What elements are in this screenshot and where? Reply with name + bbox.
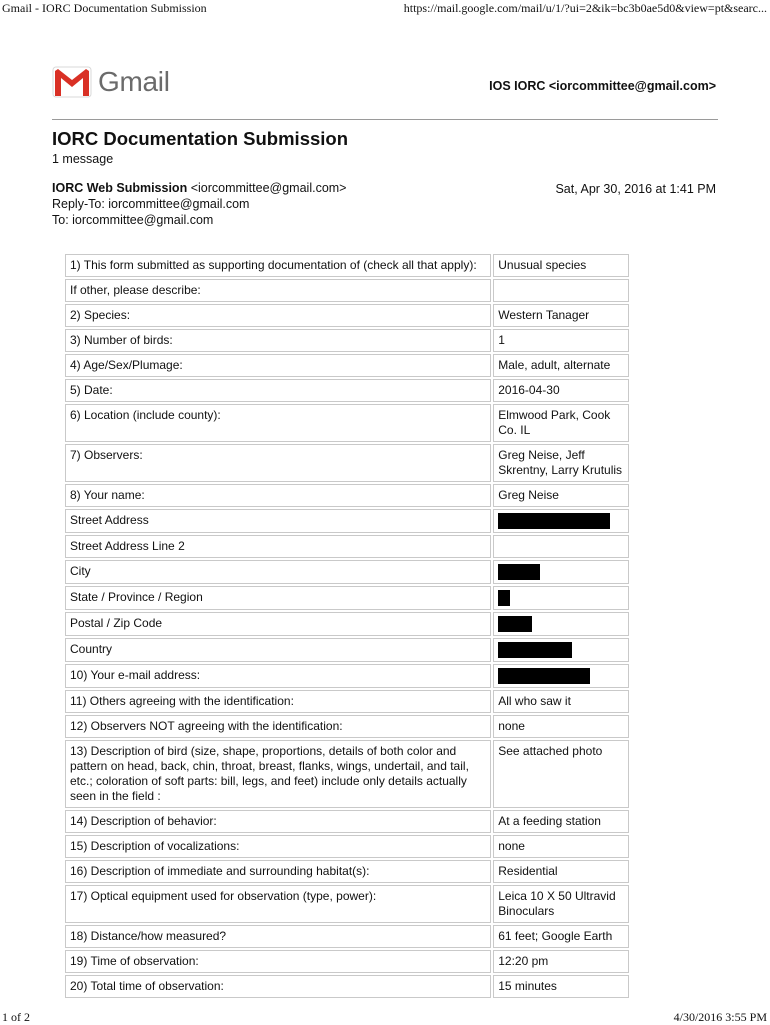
answer-cell: 15 minutes bbox=[493, 975, 629, 998]
answer-cell: All who saw it bbox=[493, 690, 629, 713]
table-row bbox=[65, 638, 629, 662]
redaction-block bbox=[498, 513, 610, 529]
question-cell: 6) Location (include county): bbox=[65, 404, 491, 442]
page-number: 1 of 2 bbox=[2, 1010, 30, 1024]
email-date: Sat, Apr 30, 2016 at 1:41 PM bbox=[555, 182, 716, 196]
redaction-block bbox=[498, 590, 510, 606]
question-cell: 7) Observers: bbox=[65, 444, 491, 482]
table-row bbox=[65, 279, 629, 302]
answer-cell: Leica 10 X 50 Ultravid Binoculars bbox=[493, 885, 629, 923]
gmail-logo bbox=[52, 66, 170, 100]
table-row bbox=[65, 975, 629, 998]
question-cell: Street Address Line 2 bbox=[65, 535, 491, 558]
question-cell: 8) Your name: bbox=[65, 484, 491, 507]
gmail-m-icon bbox=[52, 66, 92, 98]
answer-cell: none bbox=[493, 715, 629, 738]
answer-cell: Residential bbox=[493, 860, 629, 883]
table-row bbox=[65, 560, 629, 584]
question-cell: 10) Your e-mail address: bbox=[65, 664, 491, 688]
table-row bbox=[65, 860, 629, 883]
question-cell: 11) Others agreeing with the identification: bbox=[65, 690, 491, 713]
question-cell: City bbox=[65, 560, 491, 584]
table-row bbox=[65, 950, 629, 973]
answer-cell bbox=[493, 664, 629, 688]
question-cell: 13) Description of bird (size, shape, proportions, details of both color and pattern on head, back, chin, throat, breast, flanks, wings, undertail, and tail, etc.; coloration of soft parts: bill, legs, and feet) include only details actually seen in the field : bbox=[65, 740, 491, 808]
question-cell: State / Province / Region bbox=[65, 586, 491, 610]
table-row bbox=[65, 690, 629, 713]
question-cell: 19) Time of observation: bbox=[65, 950, 491, 973]
table-row bbox=[65, 484, 629, 507]
table-row bbox=[65, 810, 629, 833]
answer-cell: Unusual species bbox=[493, 254, 629, 277]
redaction-block bbox=[498, 642, 572, 658]
answer-cell bbox=[493, 509, 629, 533]
header-divider bbox=[52, 119, 718, 120]
answer-cell: Western Tanager bbox=[493, 304, 629, 327]
table-row bbox=[65, 612, 629, 636]
answer-cell: Elmwood Park, Cook Co. IL bbox=[493, 404, 629, 442]
answer-cell: 1 bbox=[493, 329, 629, 352]
print-header-title: Gmail - IORC Documentation Submission bbox=[2, 1, 207, 15]
table-row bbox=[65, 304, 629, 327]
print-timestamp: 4/30/2016 3:55 PM bbox=[673, 1010, 767, 1024]
question-cell: 2) Species: bbox=[65, 304, 491, 327]
question-cell: 15) Description of vocalizations: bbox=[65, 835, 491, 858]
answer-cell: See attached photo bbox=[493, 740, 629, 808]
message-count: 1 message bbox=[52, 152, 114, 166]
answer-cell: 61 feet; Google Earth bbox=[493, 925, 629, 948]
question-cell: 3) Number of birds: bbox=[65, 329, 491, 352]
table-row bbox=[65, 586, 629, 610]
question-cell: 1) This form submitted as supporting documentation of (check all that apply): bbox=[65, 254, 491, 277]
answer-cell bbox=[493, 638, 629, 662]
table-row bbox=[65, 509, 629, 533]
answer-cell: none bbox=[493, 835, 629, 858]
question-cell: 5) Date: bbox=[65, 379, 491, 402]
submission-table bbox=[63, 252, 631, 1000]
gmail-wordmark: Gmail bbox=[98, 66, 170, 97]
answer-cell: Greg Neise bbox=[493, 484, 629, 507]
table-row bbox=[65, 254, 629, 277]
print-header bbox=[0, 0, 770, 18]
account-label: IOS IORC <iorcommittee@gmail.com> bbox=[489, 79, 716, 93]
table-row bbox=[65, 354, 629, 377]
answer-cell bbox=[493, 560, 629, 584]
answer-cell: Greg Neise, Jeff Skrentny, Larry Krutulis bbox=[493, 444, 629, 482]
table-row bbox=[65, 835, 629, 858]
table-row bbox=[65, 379, 629, 402]
answer-cell: At a feeding station bbox=[493, 810, 629, 833]
answer-cell bbox=[493, 586, 629, 610]
print-header-url: https://mail.google.com/mail/u/1/?ui=2&ik=bc3b0ae5d0&view=pt&searc... bbox=[403, 1, 767, 15]
table-row bbox=[65, 535, 629, 558]
table-row bbox=[65, 444, 629, 482]
email-subject: IORC Documentation Submission bbox=[52, 128, 349, 149]
answer-cell: 2016-04-30 bbox=[493, 379, 629, 402]
answer-cell: 12:20 pm bbox=[493, 950, 629, 973]
question-cell: Postal / Zip Code bbox=[65, 612, 491, 636]
table-row bbox=[65, 885, 629, 923]
answer-cell bbox=[493, 279, 629, 302]
answer-cell bbox=[493, 535, 629, 558]
answer-cell bbox=[493, 612, 629, 636]
question-cell: 14) Description of behavior: bbox=[65, 810, 491, 833]
question-cell: 4) Age/Sex/Plumage: bbox=[65, 354, 491, 377]
sender-name: IORC Web Submission bbox=[52, 181, 188, 195]
sender-block bbox=[52, 180, 346, 228]
question-cell: 16) Description of immediate and surrounding habitat(s): bbox=[65, 860, 491, 883]
table-row bbox=[65, 404, 629, 442]
question-cell: 17) Optical equipment used for observation (type, power): bbox=[65, 885, 491, 923]
question-cell: Street Address bbox=[65, 509, 491, 533]
sender-address: <iorcommittee@gmail.com> bbox=[190, 181, 347, 195]
redaction-block bbox=[498, 616, 532, 632]
redaction-block bbox=[498, 564, 540, 580]
redaction-block bbox=[498, 668, 590, 684]
table-row bbox=[65, 740, 629, 808]
question-cell: 12) Observers NOT agreeing with the identification: bbox=[65, 715, 491, 738]
question-cell: Country bbox=[65, 638, 491, 662]
answer-cell: Male, adult, alternate bbox=[493, 354, 629, 377]
question-cell: 20) Total time of observation: bbox=[65, 975, 491, 998]
table-row bbox=[65, 715, 629, 738]
question-cell: 18) Distance/how measured? bbox=[65, 925, 491, 948]
to-line: To: iorcommittee@gmail.com bbox=[52, 213, 214, 227]
question-cell: If other, please describe: bbox=[65, 279, 491, 302]
reply-to: Reply-To: iorcommittee@gmail.com bbox=[52, 197, 250, 211]
table-row bbox=[65, 329, 629, 352]
table-row bbox=[65, 664, 629, 688]
table-row bbox=[65, 925, 629, 948]
